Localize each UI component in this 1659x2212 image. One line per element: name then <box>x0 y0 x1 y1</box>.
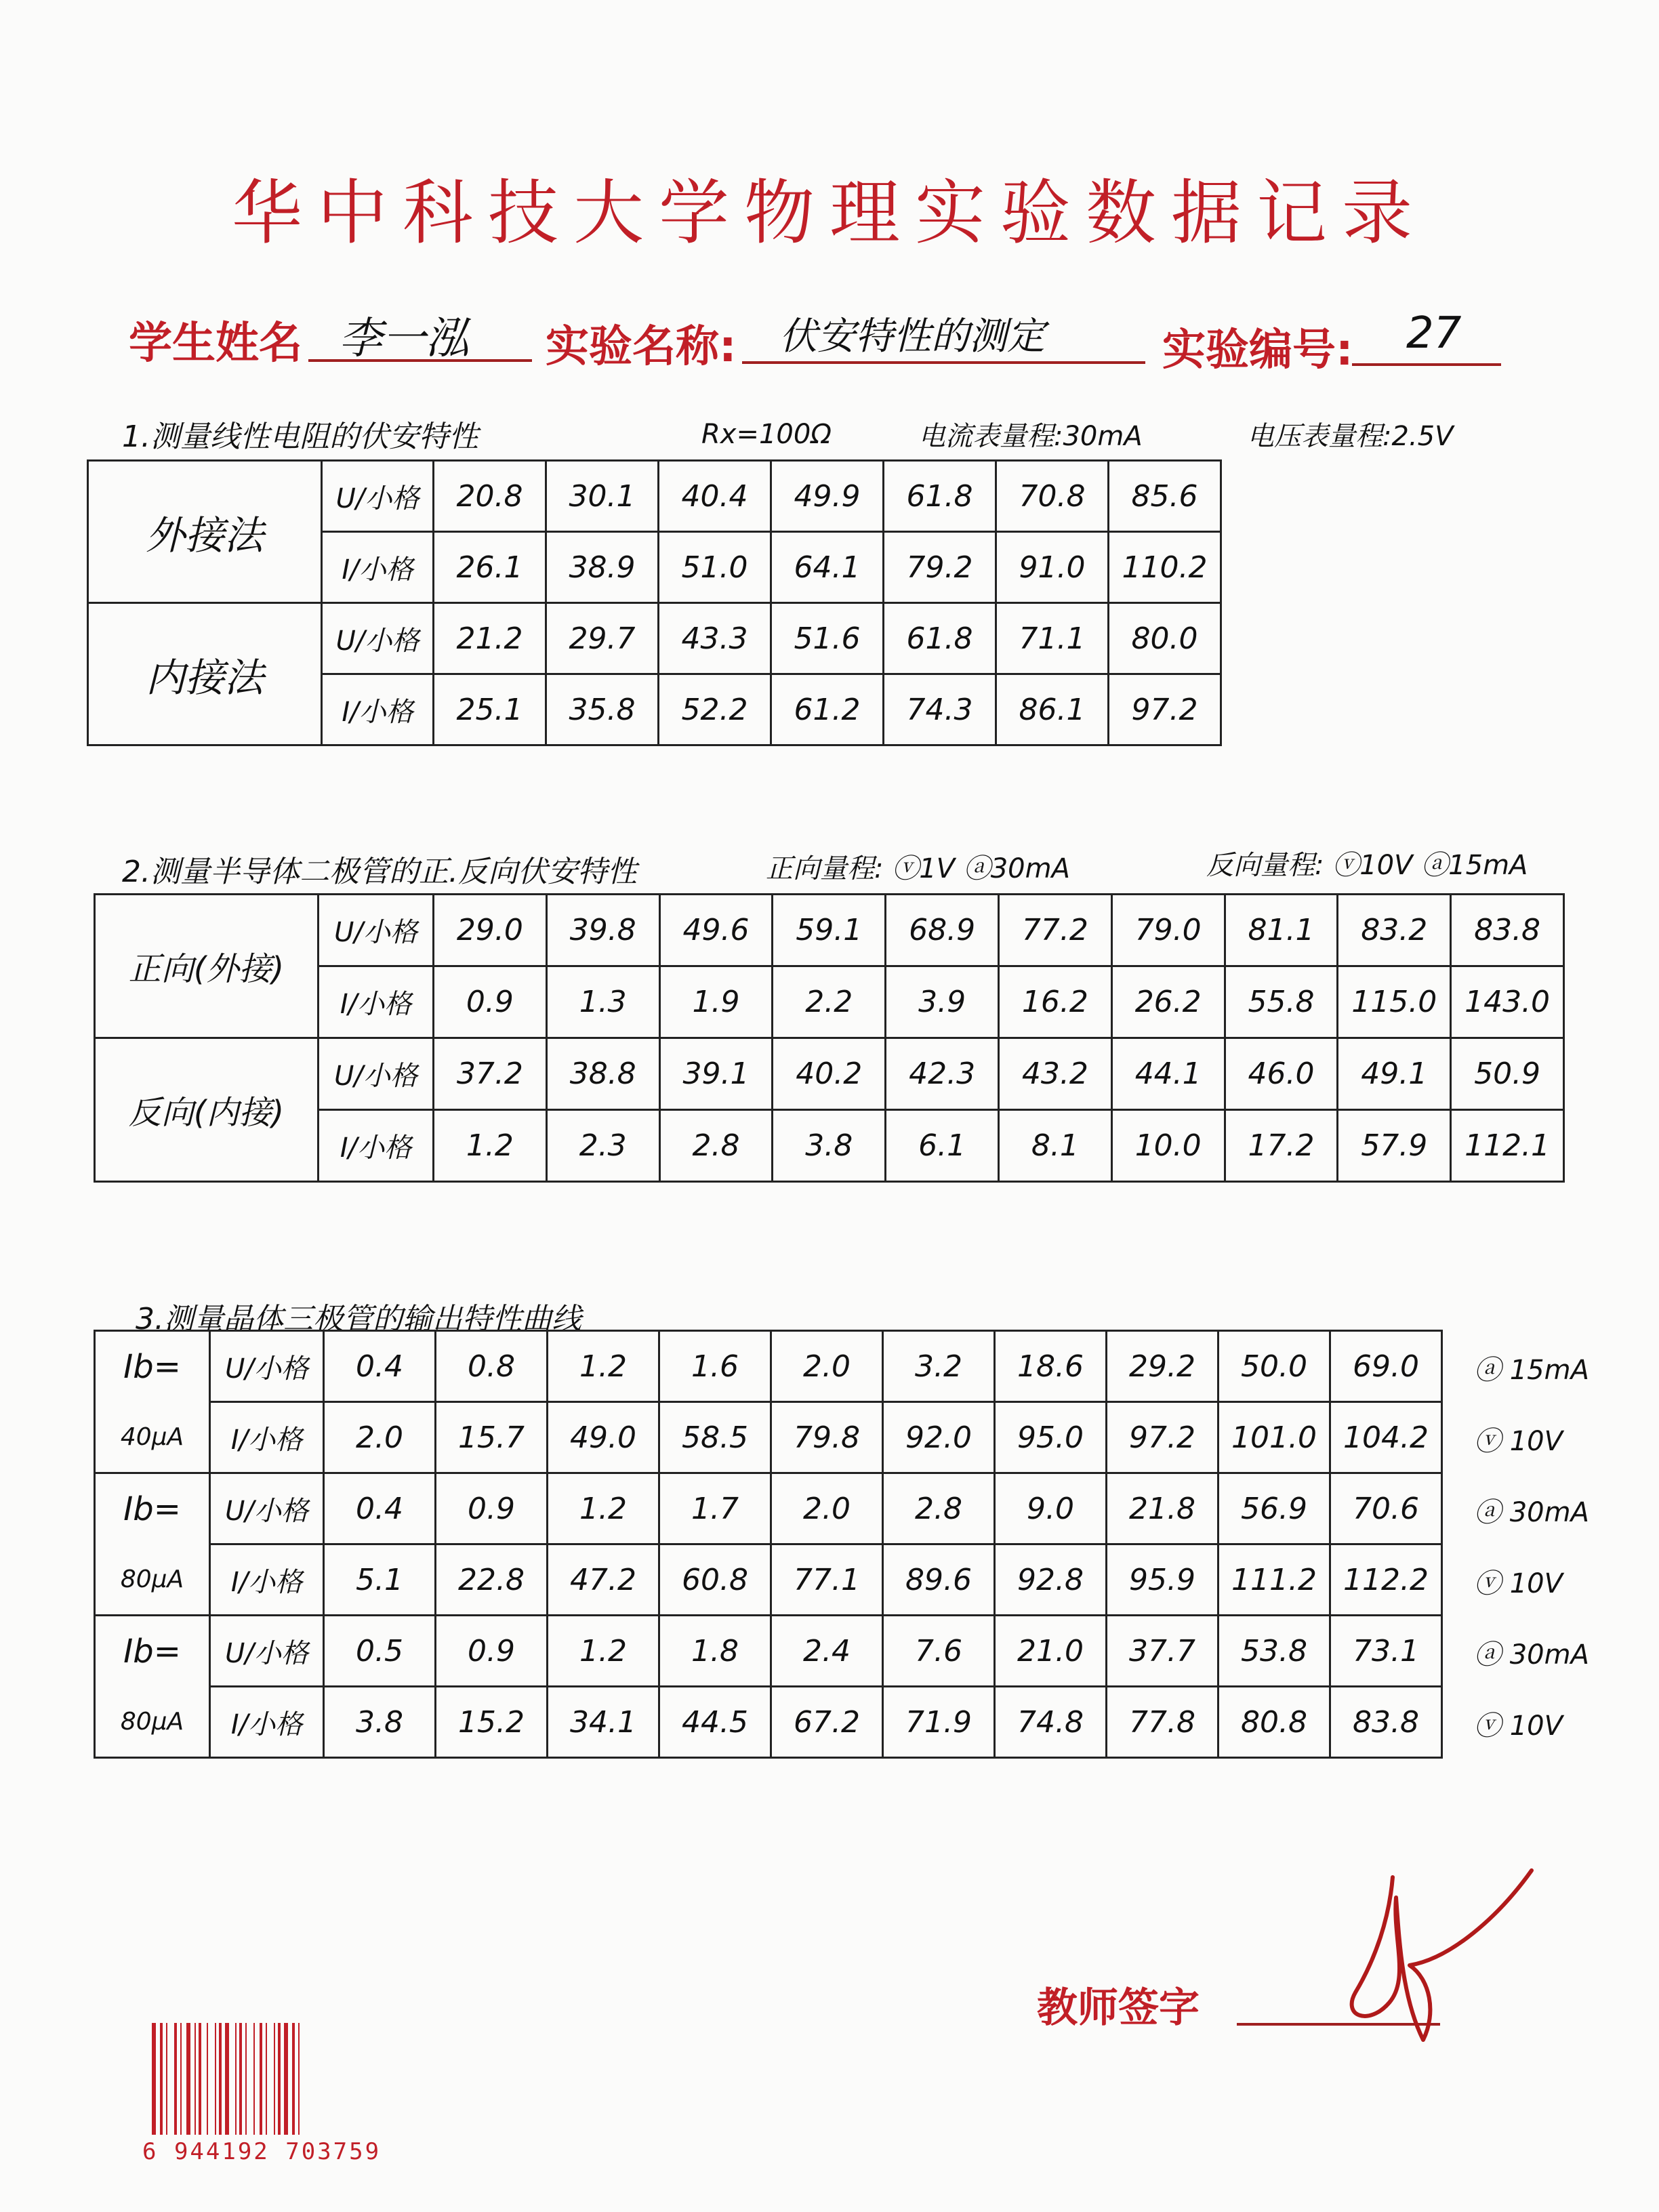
quantity-label: I/小格 <box>322 532 434 603</box>
value-cell: 79.8 <box>771 1402 883 1473</box>
value-cell: 92.8 <box>995 1544 1107 1616</box>
value-cell: 95.0 <box>995 1402 1107 1473</box>
quantity-label: U/小格 <box>319 895 434 966</box>
value-cell: 111.2 <box>1218 1544 1330 1616</box>
value-cell: 17.2 <box>1225 1110 1338 1182</box>
value-cell: 0.9 <box>436 1473 548 1544</box>
value-cell: 39.8 <box>546 895 659 966</box>
barcode-bar <box>207 2023 208 2135</box>
value-cell: 50.9 <box>1451 1038 1564 1110</box>
value-cell: 70.6 <box>1330 1473 1442 1544</box>
experiment-number-label: 实验编号: <box>1162 325 1353 375</box>
value-cell: 80.8 <box>1218 1687 1330 1758</box>
value-cell: 26.1 <box>434 532 546 603</box>
experiment-number-value: 27 <box>1406 308 1462 359</box>
value-cell: 3.8 <box>324 1687 436 1758</box>
value-cell: 5.1 <box>324 1544 436 1616</box>
value-cell: 52.2 <box>659 674 771 745</box>
barcode-bar <box>284 2023 288 2135</box>
value-cell: 74.3 <box>884 674 996 745</box>
value-cell: 40.4 <box>659 461 771 532</box>
barcode-icon <box>150 2023 354 2142</box>
value-cell: 81.1 <box>1225 895 1338 966</box>
section1-voltage-range: 电压表量程:2.5V <box>1247 421 1454 452</box>
quantity-label: U/小格 <box>210 1616 324 1687</box>
value-cell: 79.2 <box>884 532 996 603</box>
meter-range-label: ⓥ 10V <box>1474 1711 1563 1742</box>
value-cell: 70.8 <box>996 461 1109 532</box>
barcode-bar <box>235 2023 237 2135</box>
group-label: 内接法 <box>88 603 322 745</box>
quantity-label: U/小格 <box>322 603 434 674</box>
group-label-top: Ib= <box>95 1473 210 1544</box>
value-cell: 53.8 <box>1218 1616 1330 1687</box>
value-cell: 83.2 <box>1338 895 1451 966</box>
quantity-label: U/小格 <box>319 1038 434 1110</box>
value-cell: 9.0 <box>995 1473 1107 1544</box>
quantity-label: I/小格 <box>210 1402 324 1473</box>
linear-resistor-table <box>87 459 1222 746</box>
value-cell: 0.9 <box>434 966 547 1038</box>
value-cell: 85.6 <box>1109 461 1221 532</box>
value-cell: 2.2 <box>773 966 886 1038</box>
value-cell: 77.8 <box>1107 1687 1218 1758</box>
value-cell: 47.2 <box>548 1544 659 1616</box>
value-cell: 79.0 <box>1111 895 1225 966</box>
barcode-bar <box>215 2023 216 2135</box>
meter-range-label: ⓥ 10V <box>1474 1568 1563 1599</box>
value-cell: 1.6 <box>659 1331 771 1402</box>
barcode-bar <box>298 2023 300 2135</box>
value-cell: 71.9 <box>883 1687 995 1758</box>
value-cell: 7.6 <box>883 1616 995 1687</box>
barcode-bar <box>194 2023 196 2135</box>
value-cell: 61.2 <box>771 674 884 745</box>
quantity-label: U/小格 <box>210 1331 324 1402</box>
value-cell: 49.6 <box>659 895 773 966</box>
value-cell: 71.1 <box>996 603 1109 674</box>
value-cell: 49.9 <box>771 461 884 532</box>
student-name-label: 学生姓名 <box>129 319 302 369</box>
value-cell: 2.0 <box>324 1402 436 1473</box>
barcode-bar <box>152 2023 156 2135</box>
group-label-bottom: 80μA <box>95 1544 210 1616</box>
value-cell: 3.8 <box>773 1110 886 1182</box>
barcode-digits: 6 944192 703759 <box>142 2138 382 2165</box>
barcode-bar <box>160 2023 163 2135</box>
section2-forward-range: 正向量程: ⓥ1V ⓐ30mA <box>766 853 1070 884</box>
value-cell: 110.2 <box>1109 532 1221 603</box>
value-cell: 34.1 <box>548 1687 659 1758</box>
teacher-signature <box>1328 1857 1559 2053</box>
value-cell: 38.9 <box>546 532 659 603</box>
value-cell: 58.5 <box>659 1402 771 1473</box>
barcode-bar <box>278 2023 281 2135</box>
section3-title: 3.测量晶体三极管的输出特性曲线 <box>136 1302 581 1336</box>
value-cell: 25.1 <box>434 674 546 745</box>
value-cell: 83.8 <box>1330 1687 1442 1758</box>
barcode-bar <box>199 2023 201 2135</box>
value-cell: 2.4 <box>771 1616 883 1687</box>
value-cell: 80.0 <box>1109 603 1221 674</box>
section1-title: 1.测量线性电阻的伏安特性 <box>122 419 478 454</box>
value-cell: 0.5 <box>324 1616 436 1687</box>
value-cell: 68.9 <box>886 895 999 966</box>
value-cell: 22.8 <box>436 1544 548 1616</box>
value-cell: 91.0 <box>996 532 1109 603</box>
value-cell: 8.1 <box>998 1110 1111 1182</box>
value-cell: 18.6 <box>995 1331 1107 1402</box>
group-label-top: Ib= <box>95 1616 210 1687</box>
value-cell: 61.8 <box>884 603 996 674</box>
barcode-bar <box>219 2023 222 2135</box>
barcode-bar <box>245 2023 247 2135</box>
value-cell: 50.0 <box>1218 1331 1330 1402</box>
table-row <box>88 603 1221 674</box>
table-row <box>95 1473 1442 1544</box>
value-cell: 16.2 <box>998 966 1111 1038</box>
value-cell: 21.8 <box>1107 1473 1218 1544</box>
value-cell: 51.6 <box>771 603 884 674</box>
value-cell: 29.7 <box>546 603 659 674</box>
value-cell: 29.2 <box>1107 1331 1218 1402</box>
value-cell: 20.8 <box>434 461 546 532</box>
value-cell: 15.2 <box>436 1687 548 1758</box>
value-cell: 40.2 <box>773 1038 886 1110</box>
barcode-bar <box>180 2023 182 2135</box>
meter-range-label: ⓐ 30mA <box>1474 1497 1589 1528</box>
value-cell: 69.0 <box>1330 1331 1442 1402</box>
table-row <box>95 1687 1442 1758</box>
experiment-name-line <box>742 361 1145 364</box>
value-cell: 2.8 <box>883 1473 995 1544</box>
table-row <box>95 1331 1442 1402</box>
table-row <box>95 1544 1442 1616</box>
value-cell: 86.1 <box>996 674 1109 745</box>
group-label: 反向(内接) <box>95 1038 319 1182</box>
barcode-bar <box>239 2023 242 2135</box>
value-cell: 37.2 <box>434 1038 547 1110</box>
value-cell: 15.7 <box>436 1402 548 1473</box>
value-cell: 59.1 <box>773 895 886 966</box>
experiment-name-value: 伏安特性的测定 <box>779 314 1045 359</box>
barcode-bar <box>292 2023 295 2135</box>
barcode-bar <box>186 2023 190 2135</box>
value-cell: 74.8 <box>995 1687 1107 1758</box>
value-cell: 77.1 <box>771 1544 883 1616</box>
barcode-bar <box>274 2023 275 2135</box>
value-cell: 1.2 <box>548 1331 659 1402</box>
group-label: 外接法 <box>88 461 322 603</box>
value-cell: 112.1 <box>1451 1110 1564 1182</box>
value-cell: 38.8 <box>546 1038 659 1110</box>
value-cell: 89.6 <box>883 1544 995 1616</box>
value-cell: 101.0 <box>1218 1402 1330 1473</box>
experiment-name-label: 实验名称: <box>546 322 737 372</box>
quantity-label: I/小格 <box>319 1110 434 1182</box>
value-cell: 21.0 <box>995 1616 1107 1687</box>
value-cell: 46.0 <box>1225 1038 1338 1110</box>
table-row <box>95 1616 1442 1687</box>
barcode-bar <box>260 2023 262 2135</box>
value-cell: 1.3 <box>546 966 659 1038</box>
quantity-label: I/小格 <box>322 674 434 745</box>
table-row <box>95 1402 1442 1473</box>
value-cell: 60.8 <box>659 1544 771 1616</box>
value-cell: 104.2 <box>1330 1402 1442 1473</box>
value-cell: 6.1 <box>886 1110 999 1182</box>
group-label-bottom: 80μA <box>95 1687 210 1758</box>
value-cell: 44.1 <box>1111 1038 1225 1110</box>
value-cell: 3.9 <box>886 966 999 1038</box>
table-row <box>95 895 1564 966</box>
value-cell: 92.0 <box>883 1402 995 1473</box>
quantity-label: U/小格 <box>210 1473 324 1544</box>
barcode-bar <box>253 2023 255 2135</box>
value-cell: 0.4 <box>324 1473 436 1544</box>
value-cell: 77.2 <box>998 895 1111 966</box>
page-title: 华中科技大学物理实验数据记录 <box>231 171 1427 254</box>
value-cell: 2.3 <box>546 1110 659 1182</box>
teacher-signature-label: 教师签字 <box>1037 1984 1200 2032</box>
group-label-top: Ib= <box>95 1331 210 1402</box>
transistor-table <box>94 1330 1443 1759</box>
group-label-bottom: 40μA <box>95 1402 210 1473</box>
barcode-bar <box>266 2023 267 2135</box>
value-cell: 115.0 <box>1338 966 1451 1038</box>
section1-current-range: 电流表量程:30mA <box>918 421 1143 452</box>
value-cell: 55.8 <box>1225 966 1338 1038</box>
experiment-number-line <box>1352 363 1501 366</box>
value-cell: 30.1 <box>546 461 659 532</box>
value-cell: 37.7 <box>1107 1616 1218 1687</box>
value-cell: 1.2 <box>548 1473 659 1544</box>
value-cell: 97.2 <box>1107 1402 1218 1473</box>
value-cell: 49.1 <box>1338 1038 1451 1110</box>
value-cell: 0.8 <box>436 1331 548 1402</box>
value-cell: 49.0 <box>548 1402 659 1473</box>
value-cell: 73.1 <box>1330 1616 1442 1687</box>
value-cell: 29.0 <box>434 895 547 966</box>
section2-reverse-range: 反向量程: ⓥ10V ⓐ15mA <box>1206 850 1528 881</box>
value-cell: 43.2 <box>998 1038 1111 1110</box>
student-name-value: 李一泓 <box>339 314 469 364</box>
value-cell: 83.8 <box>1451 895 1564 966</box>
value-cell: 112.2 <box>1330 1544 1442 1616</box>
value-cell: 26.2 <box>1111 966 1225 1038</box>
value-cell: 2.0 <box>771 1473 883 1544</box>
value-cell: 43.3 <box>659 603 771 674</box>
value-cell: 2.8 <box>659 1110 773 1182</box>
diode-table <box>94 893 1565 1183</box>
value-cell: 0.4 <box>324 1331 436 1402</box>
value-cell: 44.5 <box>659 1687 771 1758</box>
value-cell: 95.9 <box>1107 1544 1218 1616</box>
table-row <box>88 461 1221 532</box>
value-cell: 0.9 <box>436 1616 548 1687</box>
value-cell: 1.9 <box>659 966 773 1038</box>
barcode-bar <box>174 2023 177 2135</box>
value-cell: 1.2 <box>548 1616 659 1687</box>
section2-title: 2.测量半导体二极管的正.反向伏安特性 <box>122 855 637 889</box>
value-cell: 143.0 <box>1451 966 1564 1038</box>
value-cell: 42.3 <box>886 1038 999 1110</box>
quantity-label: U/小格 <box>322 461 434 532</box>
value-cell: 35.8 <box>546 674 659 745</box>
quantity-label: I/小格 <box>210 1544 324 1616</box>
value-cell: 2.0 <box>771 1331 883 1402</box>
value-cell: 97.2 <box>1109 674 1221 745</box>
value-cell: 61.8 <box>884 461 996 532</box>
section1-rx: Rx=100Ω <box>701 419 832 450</box>
value-cell: 21.2 <box>434 603 546 674</box>
value-cell: 1.7 <box>659 1473 771 1544</box>
value-cell: 1.8 <box>659 1616 771 1687</box>
barcode-bar <box>166 2023 167 2135</box>
table-row <box>95 1038 1564 1110</box>
value-cell: 1.2 <box>434 1110 547 1182</box>
value-cell: 64.1 <box>771 532 884 603</box>
value-cell: 56.9 <box>1218 1473 1330 1544</box>
value-cell: 10.0 <box>1111 1110 1225 1182</box>
meter-range-label: ⓐ 15mA <box>1474 1355 1589 1386</box>
barcode-bar <box>225 2023 229 2135</box>
quantity-label: I/小格 <box>210 1687 324 1758</box>
value-cell: 3.2 <box>883 1331 995 1402</box>
group-label: 正向(外接) <box>95 895 319 1038</box>
value-cell: 57.9 <box>1338 1110 1451 1182</box>
value-cell: 39.1 <box>659 1038 773 1110</box>
value-cell: 67.2 <box>771 1687 883 1758</box>
meter-range-label: ⓥ 10V <box>1474 1426 1563 1457</box>
quantity-label: I/小格 <box>319 966 434 1038</box>
meter-range-label: ⓐ 30mA <box>1474 1639 1589 1671</box>
value-cell: 51.0 <box>659 532 771 603</box>
